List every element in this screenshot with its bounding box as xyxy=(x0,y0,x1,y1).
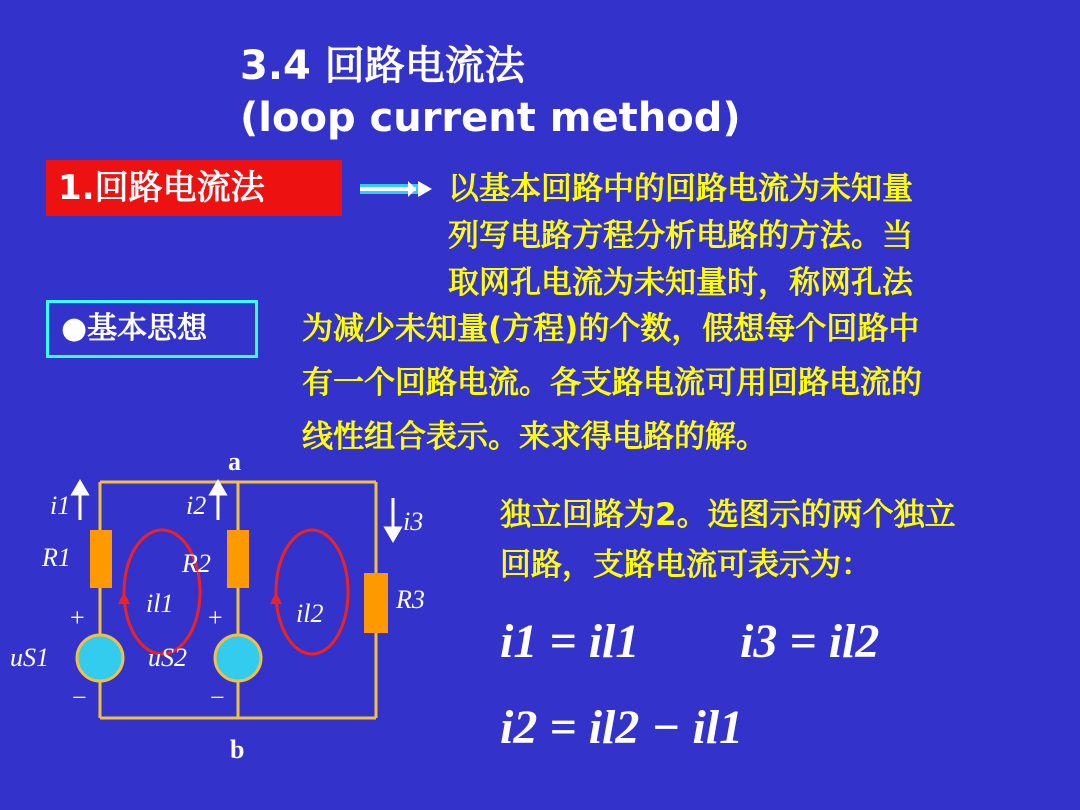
definition-line: 以基本回路中的回路电流为未知量 xyxy=(448,171,913,207)
idea-line: 有一个回路电流。各支路电流可用回路电流的 xyxy=(302,365,922,401)
il2-label: il2 xyxy=(296,599,324,628)
independent-line: 独立回路为2。选图示的两个独立 xyxy=(500,497,956,533)
definition-line: 取网孔电流为未知量时，称网孔法 xyxy=(448,265,913,301)
current-arrow-i3-icon xyxy=(386,528,400,540)
circuit-wires xyxy=(100,482,376,718)
equations xyxy=(490,595,1050,765)
us2-label: uS2 xyxy=(148,643,187,672)
resistor-r3 xyxy=(364,573,388,633)
page-title xyxy=(240,40,741,144)
basic-idea-label: ●基本思想 xyxy=(46,300,258,358)
voltage-source-us2 xyxy=(215,635,261,681)
us1-plus: + xyxy=(70,603,85,632)
section-label-loop-current: 1.回路电流法 xyxy=(46,160,342,216)
idea-line: 为减少未知量(方程)的个数，假想每个回路中 xyxy=(302,311,920,347)
r1-label: R1 xyxy=(42,543,71,572)
loop-current-il2-icon xyxy=(276,530,348,654)
title-line2: (loop current method) xyxy=(240,95,741,141)
equation-i3: i3 = il2 xyxy=(740,615,880,668)
current-arrow-i2-icon xyxy=(211,482,225,494)
r2-label: R2 xyxy=(182,549,211,578)
i1-label: i1 xyxy=(50,491,71,520)
node-b-label: b xyxy=(230,735,245,764)
circuit-diagram xyxy=(0,440,460,780)
title-line1: 3.4 回路电流法 xyxy=(240,43,525,89)
independent-loops-text xyxy=(500,490,1060,590)
resistor-r2 xyxy=(227,530,249,588)
us1-minus: − xyxy=(72,683,87,712)
equation-i1: i1 = il1 xyxy=(500,615,640,668)
loop-arrowhead-icon xyxy=(118,592,130,604)
us1-label: uS1 xyxy=(10,643,49,672)
independent-line: 回路，支路电流可表示为： xyxy=(500,547,872,583)
i3-label: i3 xyxy=(403,507,424,536)
equation-i2: i2 = il2 − il1 xyxy=(500,701,744,754)
resistor-r1 xyxy=(90,530,112,588)
us2-plus: + xyxy=(208,603,223,632)
il1-label: il1 xyxy=(146,589,174,618)
loop-arrowhead-icon xyxy=(270,592,282,604)
voltage-source-us1 xyxy=(77,635,123,681)
definition-text xyxy=(448,166,1008,307)
idea-line: 线性组合表示。来求得电路的解。 xyxy=(302,419,767,455)
us2-minus: − xyxy=(210,683,225,712)
right-arrow-icon xyxy=(360,177,440,201)
definition-line: 列写电路方程分析电路的方法。当 xyxy=(448,218,913,254)
current-arrow-i1-icon xyxy=(73,482,87,494)
node-a-label: a xyxy=(228,447,241,476)
i2-label: i2 xyxy=(186,491,207,520)
r3-label: R3 xyxy=(396,585,425,614)
